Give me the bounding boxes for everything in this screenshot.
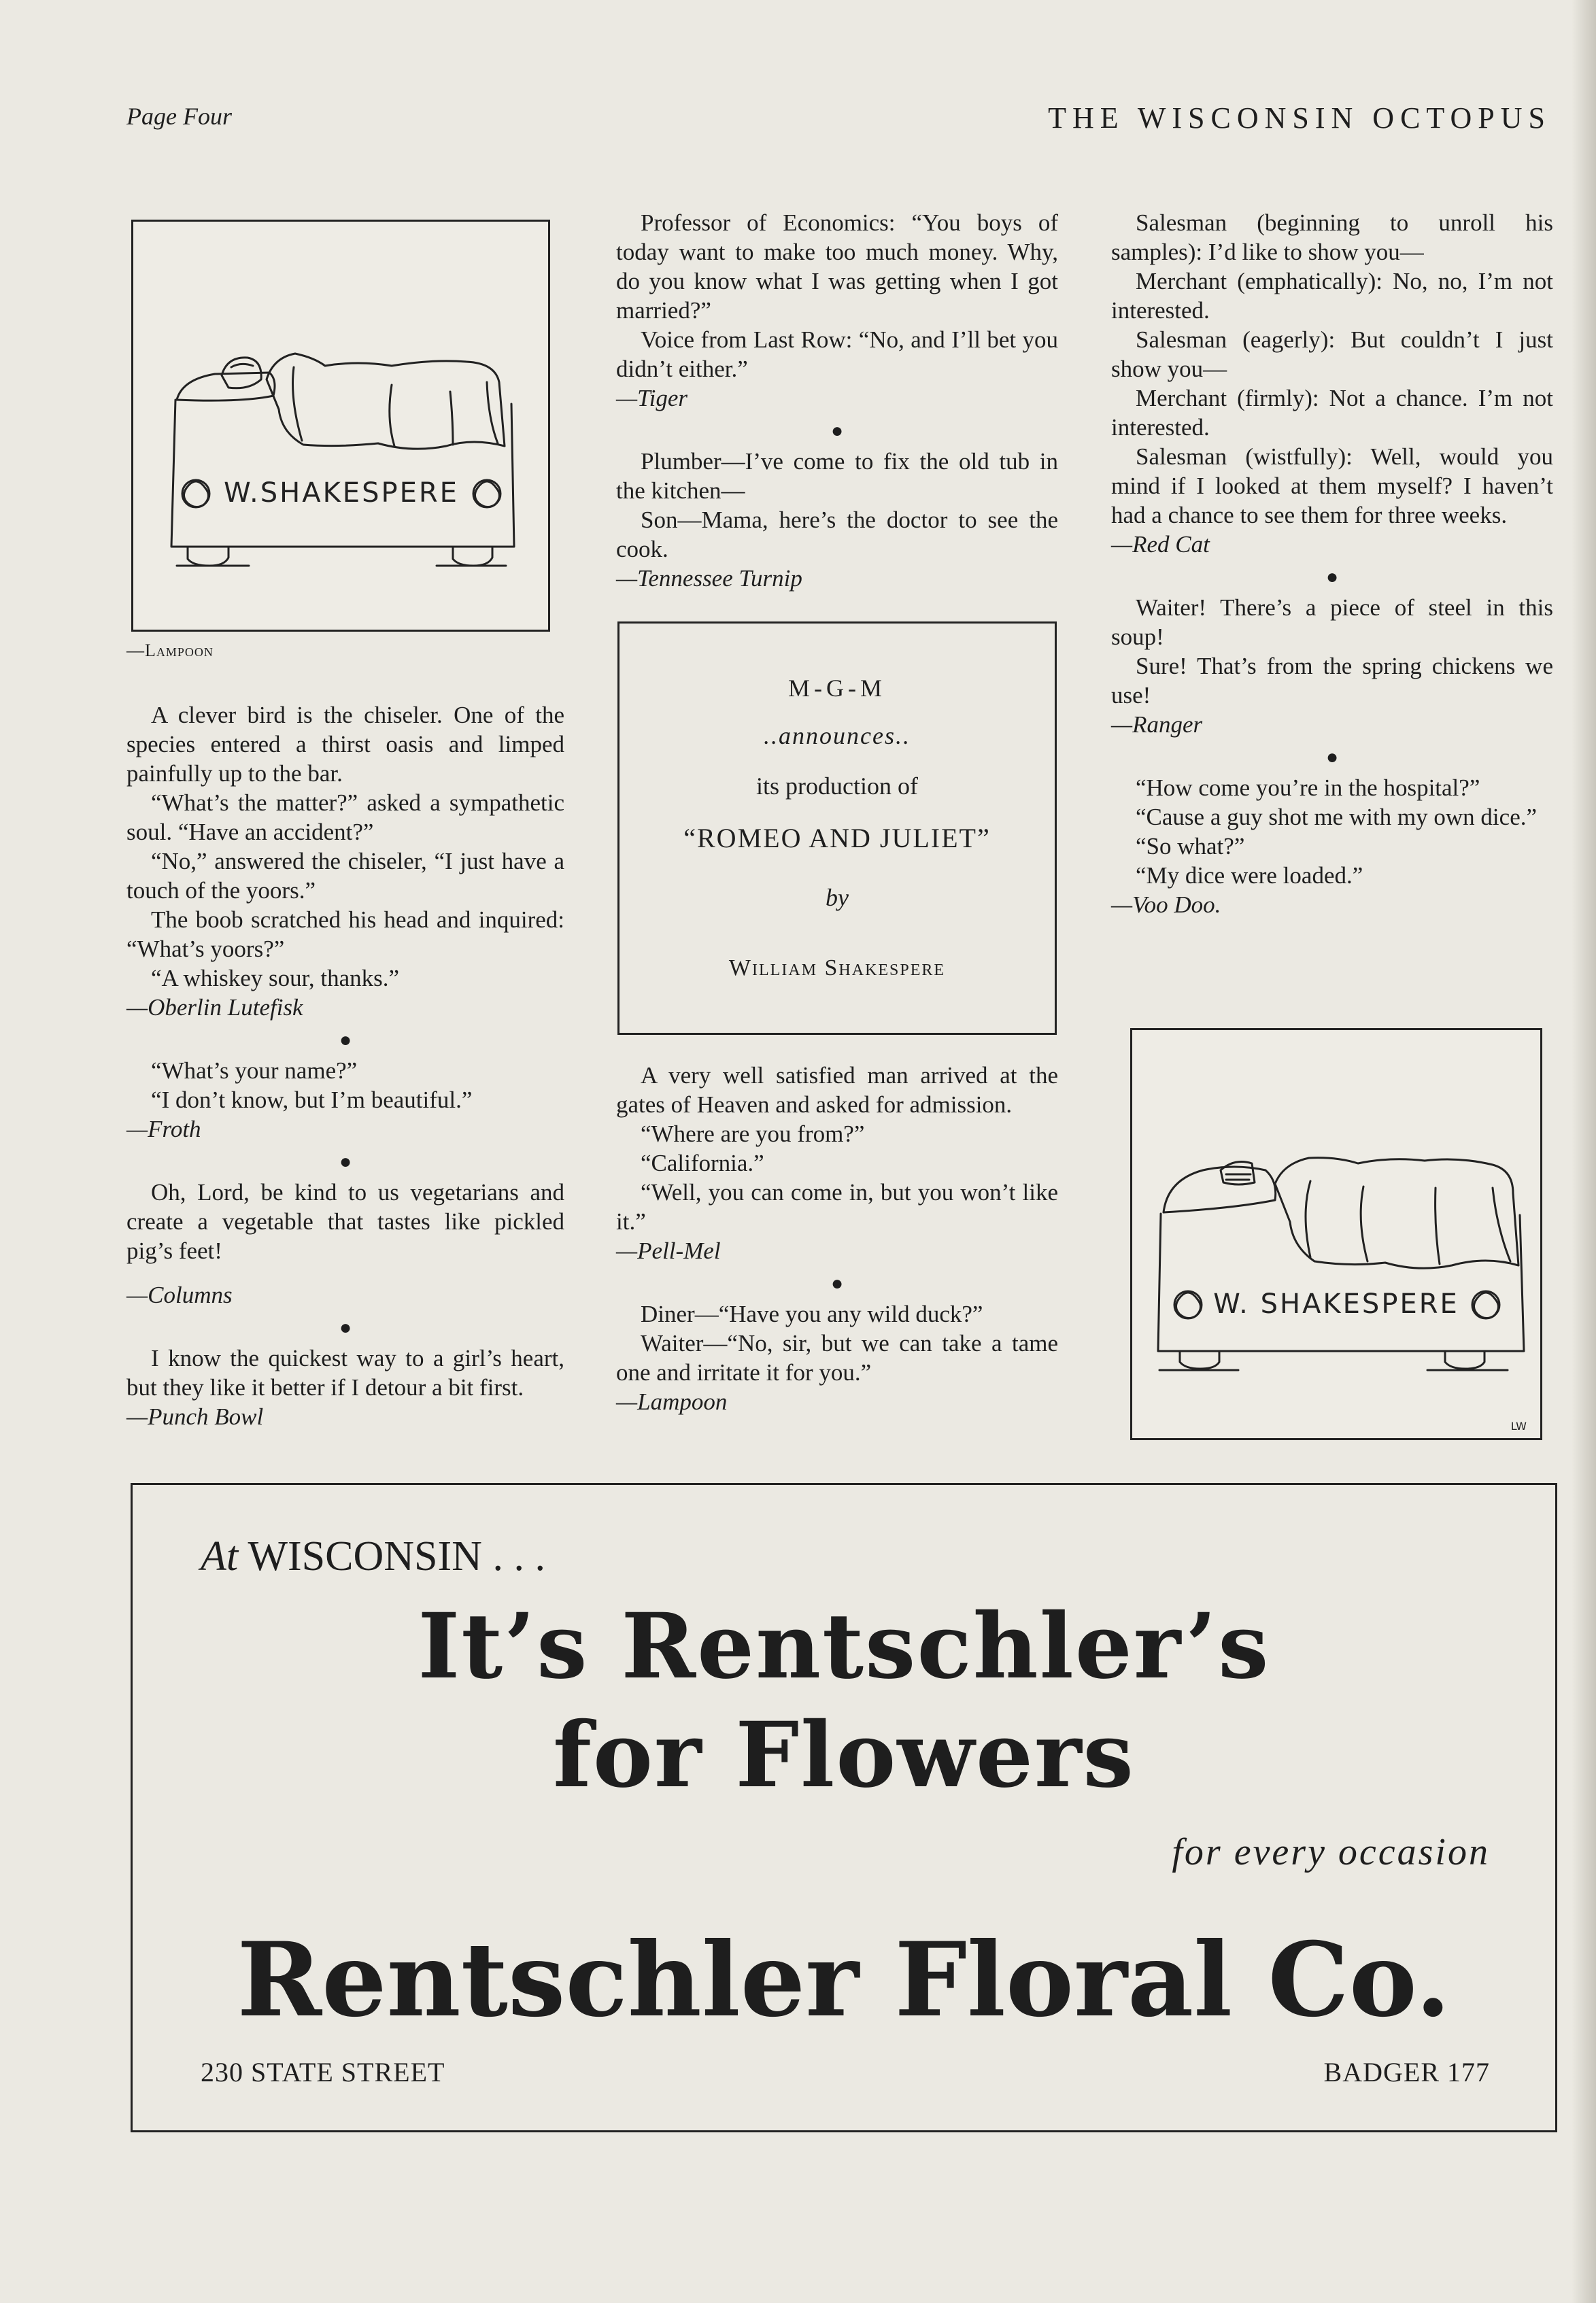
joke-text: “What’s your name?” [151, 1057, 358, 1084]
joke-text: Oh, Lord, be kind to us vegetarians and create a vegetable that tastes like pickled pig’s feet! [126, 1179, 564, 1264]
joke-attribution: —Lampoon [616, 1388, 728, 1415]
bullet-separator: ● [339, 1316, 352, 1339]
joke-attribution: —Tennessee Turnip [616, 565, 802, 592]
joke-text: Merchant (emphatically): No, no, I’m not interested. [1111, 268, 1553, 324]
mgm-production-of: its production of [756, 772, 918, 800]
column-2 [616, 208, 1058, 593]
cartoon-credit: —Lampoon [126, 641, 214, 660]
joke-attribution: —Voo Doo. [1111, 891, 1221, 918]
joke-text: Plumber—I’ve come to fix the old tub in the kitchen— [616, 448, 1058, 504]
bullet-separator: ● [830, 420, 844, 442]
bullet-separator: ● [1325, 566, 1339, 588]
joke-text: “My dice were loaded.” [1136, 862, 1363, 889]
artist-signature: LW [1510, 1420, 1527, 1433]
joke-text: Son—Mama, here’s the doctor to see the cook. [616, 507, 1058, 562]
joke-text: Waiter! There’s a piece of steel in this soup! [1111, 594, 1553, 650]
mgm-announces: ..announces.. [764, 722, 911, 749]
joke-text: “So what?” [1136, 833, 1245, 859]
joke-text: “Well, you can come in, but you won’t like it.” [616, 1179, 1058, 1235]
ad-tagline: for every occasion [1172, 1831, 1490, 1873]
ad-company-name: Rentschler Floral Co. [237, 1920, 1451, 2040]
bullet-separator: ● [830, 1272, 844, 1295]
joke-text: Salesman (eagerly): But couldn’t I just show you— [1111, 326, 1553, 382]
joke-attribution: —Columns [126, 1282, 233, 1308]
joke-text: “No,” answered the chiseler, “I just have a touch of the yoors.” [126, 848, 564, 904]
joke-text: “I don’t know, but I’m beautiful.” [151, 1087, 473, 1113]
joke-text: Sure! That’s from the spring chickens we use! [1111, 653, 1553, 709]
joke-text: Professor of Economics: “You boys of today want to make too much money. Why, do you know what I was getting when I got married?” [616, 209, 1058, 324]
bullet-separator: ● [1325, 746, 1339, 768]
joke-text: The boob scratched his head and inquired: “What’s yoors?” [126, 906, 564, 962]
mgm-author: William Shakespere [728, 955, 946, 980]
ad-address: 230 STATE STREET [201, 2057, 445, 2087]
joke-text: I know the quickest way to a girl’s heart, but they like it better if I detour a bit first. [126, 1345, 564, 1401]
bed-illustration [133, 222, 548, 630]
joke-text: Salesman (wistfully): Well, would you mind if I looked at them myself? I haven’t had a chance to see them for three weeks. [1111, 443, 1553, 528]
ad-at-word: At [201, 1533, 239, 1580]
ad-headline-line-1: It’s Rentschler’s [418, 1594, 1270, 1699]
bullet-separator: ● [339, 1150, 352, 1173]
mgm-film-title: “ROMEO AND JULIET” [683, 823, 991, 853]
joke-attribution: —Tiger [616, 385, 688, 411]
joke-text: “Cause a guy shot me with my own dice.” [1136, 804, 1538, 830]
joke-attribution: —Ranger [1111, 711, 1203, 738]
joke-text: “How come you’re in the hospital?” [1136, 774, 1480, 801]
shakespeare-bed-cartoon-bottom [1130, 1028, 1542, 1440]
ad-phone: BADGER 177 [1323, 2057, 1490, 2087]
bullet-separator: ● [339, 1029, 352, 1051]
mgm-by: by [826, 884, 849, 911]
joke-text: “California.” [641, 1150, 764, 1176]
bed-sign-text: W. SHAKESPERE [1213, 1289, 1459, 1320]
joke-text: “Where are you from?” [641, 1121, 865, 1147]
joke-text: A clever bird is the chiseler. One of the species entered a thirst oasis and limped painfully up to the bar. [126, 702, 564, 787]
joke-text: “A whiskey sour, thanks.” [151, 965, 400, 991]
joke-attribution: —Froth [126, 1116, 201, 1142]
ad-headline-line-2: for Flowers [553, 1703, 1135, 1808]
joke-attribution: —Oberlin Lutefisk [126, 994, 303, 1021]
joke-text: Voice from Last Row: “No, and I’ll bet you didn’t either.” [616, 326, 1058, 382]
joke-attribution: —Pell-Mel [616, 1238, 721, 1264]
joke-text: Waiter—“No, sir, but we can take a tame one and irritate it for you.” [616, 1330, 1058, 1386]
bed-illustration [1132, 1030, 1540, 1438]
column-3 [1111, 208, 1553, 919]
column-2-lower [616, 1061, 1058, 1416]
joke-text: Salesman (beginning to unroll his samples): I’d like to show you— [1111, 209, 1553, 265]
ad-location: WISCONSIN . . . [248, 1533, 545, 1580]
mgm-studio: M-G-M [788, 675, 886, 702]
joke-attribution: —Punch Bowl [126, 1403, 264, 1430]
joke-text: “What’s the matter?” asked a sympathetic soul. “Have an accident?” [126, 789, 564, 845]
page-number-label: Page Four [126, 103, 232, 130]
joke-text: A very well satisfied man arrived at the gates of Heaven and asked for admission. [616, 1062, 1058, 1118]
column-1 [126, 700, 564, 1431]
joke-text: Diner—“Have you any wild duck?” [641, 1301, 983, 1327]
page-edge-shadow [1572, 0, 1596, 2303]
joke-attribution: —Red Cat [1111, 531, 1210, 558]
rentschler-advertisement [131, 1483, 1557, 2132]
joke-text: Merchant (firmly): Not a chance. I’m not interested. [1111, 385, 1553, 441]
mgm-announcement-box [617, 621, 1057, 1035]
magazine-title: THE WISCONSIN OCTOPUS [1048, 101, 1551, 135]
bed-sign-text: W.SHAKESPERE [224, 477, 459, 509]
ad-location-line [201, 1533, 545, 1581]
shakespeare-bed-cartoon-top [131, 220, 550, 632]
